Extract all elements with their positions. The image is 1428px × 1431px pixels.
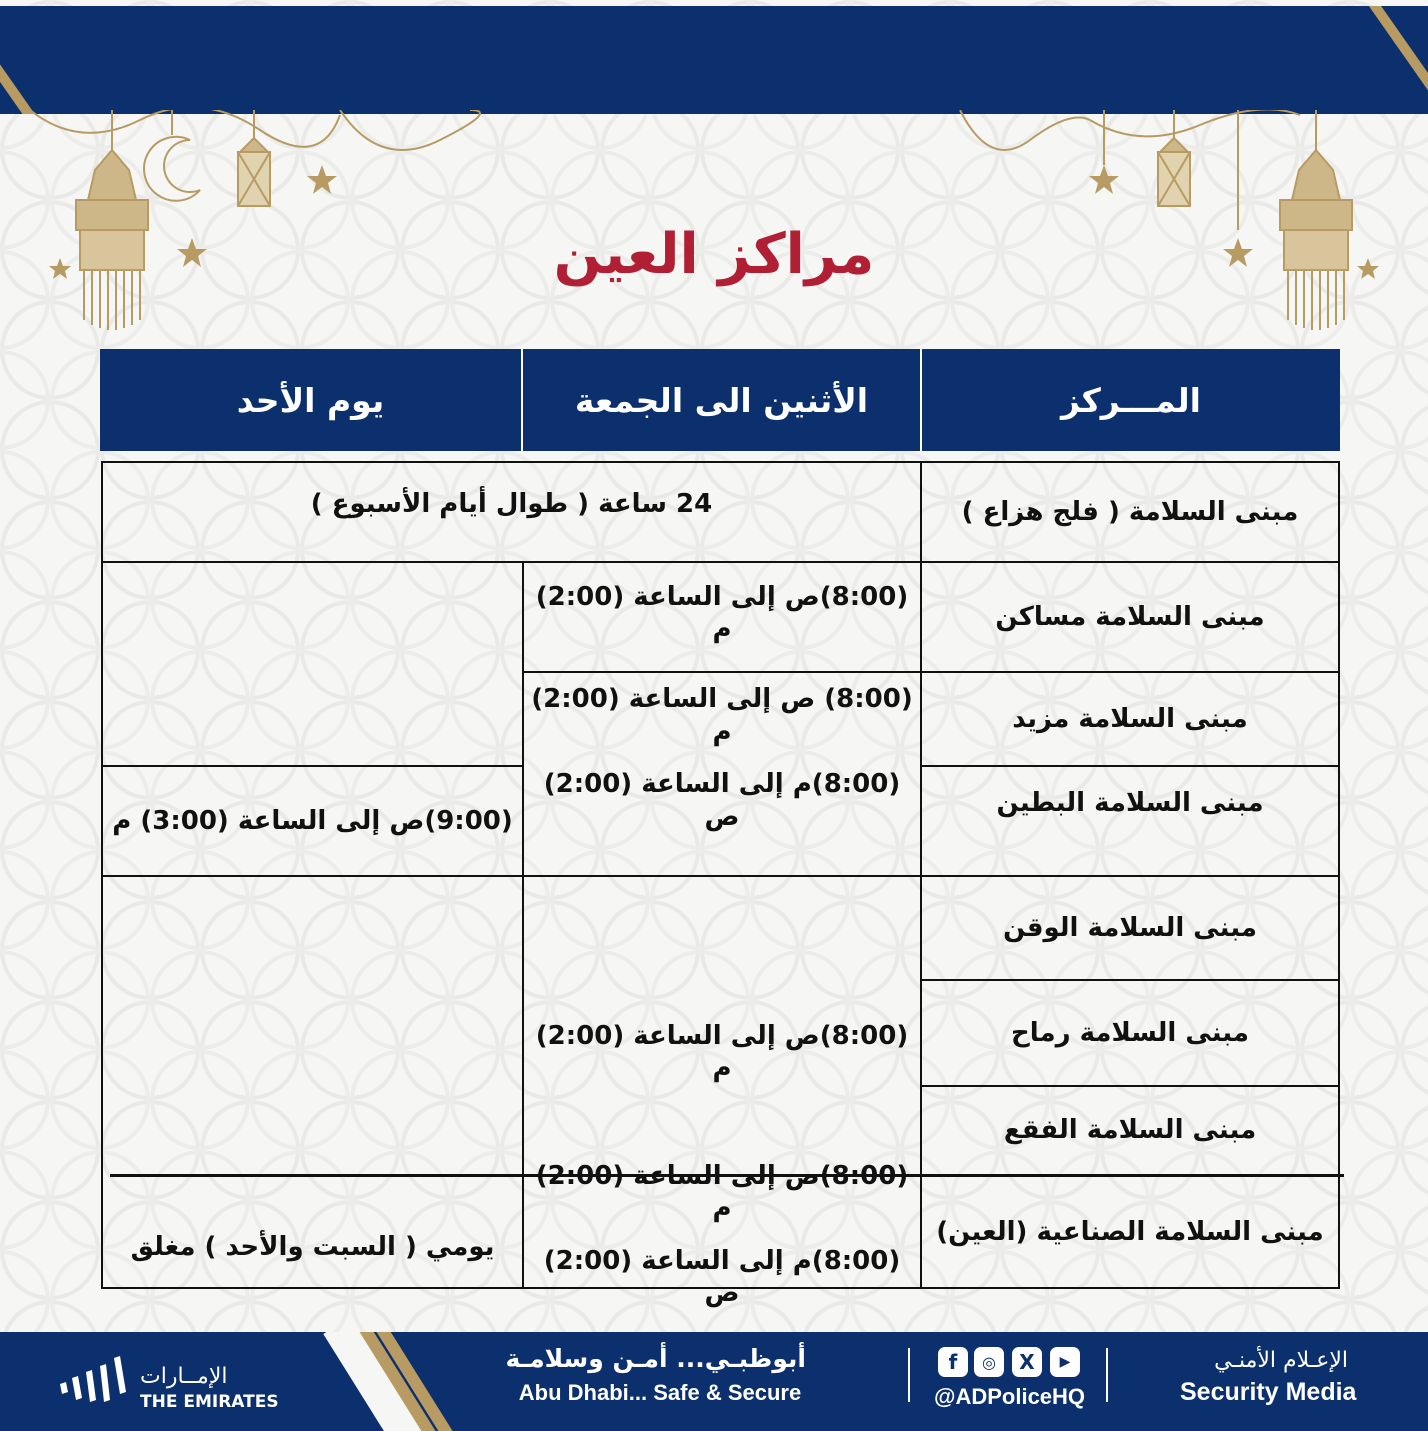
footer-divider xyxy=(908,1348,910,1402)
center-cell: مبنى السلامة رماح xyxy=(1010,1017,1250,1048)
social-handle[interactable]: @ADPoliceHQ xyxy=(934,1384,1086,1409)
banner-gold-stripe-right xyxy=(1359,6,1428,106)
center-cell: مبنى السلامة مساكن xyxy=(995,601,1265,632)
x-icon[interactable]: X xyxy=(1012,1347,1042,1377)
header-sunday: يوم الأحد xyxy=(236,380,385,420)
header-divider xyxy=(521,349,523,451)
shift-evening: (8:00)م إلى الساعة (2:00) ص xyxy=(543,1245,901,1308)
hours-weekdays: (8:00)ص إلى الساعة (2:00) م xyxy=(535,1020,909,1083)
header-weekdays: الأثنين الى الجمعة xyxy=(574,380,869,420)
hours-sunday: (9:00)ص إلى الساعة (3:00) م xyxy=(112,805,513,836)
emirates-name-en: THE EMIRATES xyxy=(140,1392,279,1412)
instagram-icon[interactable]: ◎ xyxy=(974,1347,1004,1377)
hours-all-week: 24 ساعة ( طوال أيام الأسبوع ) xyxy=(310,488,713,519)
center-cell: مبنى السلامة مزيد xyxy=(1012,703,1248,734)
shift-evening: (8:00)م إلى الساعة (2:00) ص xyxy=(543,769,901,832)
hours-sunday-closed: يومي ( السبت والأحد ) مغلق xyxy=(130,1231,495,1262)
header-center: المـــركز xyxy=(1061,380,1201,420)
page-title: مراكز العين xyxy=(553,222,875,287)
slogan-en: Abu Dhabi... Safe & Secure xyxy=(518,1380,802,1405)
emirates-logo-icon xyxy=(56,1348,134,1408)
center-cell: مبنى السلامة الفقع xyxy=(1003,1115,1257,1146)
hours-weekdays-shifts xyxy=(524,1160,920,1308)
hours-weekdays: (8:00)ص إلى الساعة (2:00) م xyxy=(535,581,909,644)
table-header xyxy=(100,349,1340,451)
shift-morning: (8:00)ص إلى الساعة (2:00) م xyxy=(535,1160,909,1223)
top-banner xyxy=(0,6,1428,114)
hours-weekdays-shifts xyxy=(524,673,920,843)
center-cell: مبنى السلامة الصناعية (العين) xyxy=(936,1216,1324,1247)
shift-morning: (8:00) ص إلى الساعة (2:00) م xyxy=(531,684,913,747)
youtube-icon[interactable]: ▶ xyxy=(1050,1347,1080,1377)
facebook-icon[interactable]: f xyxy=(938,1347,968,1377)
footer-divider xyxy=(1106,1348,1108,1402)
security-media-en: Security Media xyxy=(1180,1378,1357,1406)
center-cell: مبنى السلامة الوقن xyxy=(1003,912,1257,943)
header-divider xyxy=(920,349,922,451)
slogan-ar: أبوظبـي... أمـن وسلامـة xyxy=(505,1344,806,1373)
banner-gold-stripe-left xyxy=(0,46,67,114)
security-media-ar: الإعـلام الأمنـي xyxy=(1214,1348,1348,1373)
emirates-name-ar: الإمــارات xyxy=(140,1364,228,1389)
center-cell: مبنى السلامة ( فلج هزاع ) xyxy=(961,496,1299,527)
center-cell: مبنى السلامة البطين xyxy=(996,787,1264,818)
